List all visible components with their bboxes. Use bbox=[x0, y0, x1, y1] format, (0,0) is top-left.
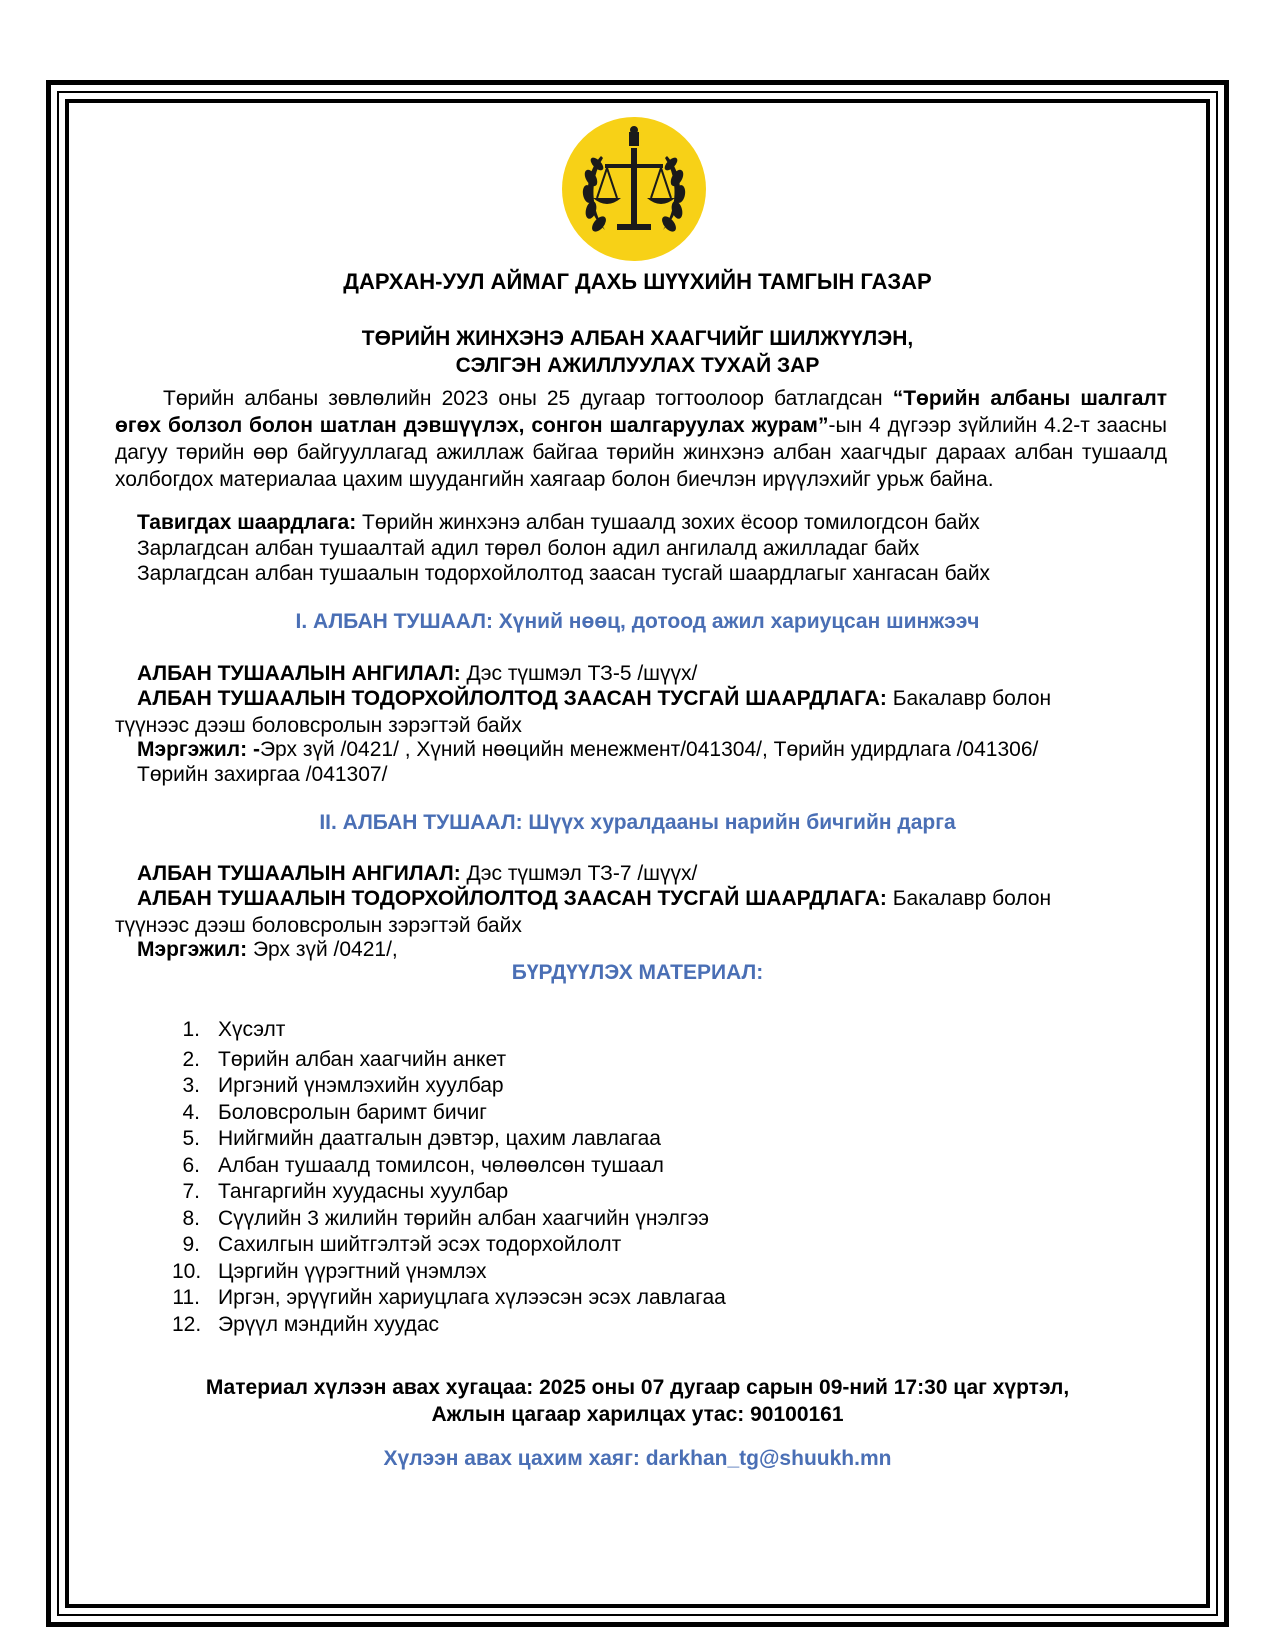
list-item-number: 7. bbox=[182, 1180, 200, 1203]
position1-requirement bbox=[115, 685, 1167, 739]
list-item bbox=[172, 1047, 726, 1074]
list-item-text: Иргэний үнэмлэхийн хуулбар bbox=[218, 1074, 504, 1097]
position1-major-cont: Төрийн захиргаа /041307/ bbox=[137, 763, 388, 786]
list-item-number: 6. bbox=[182, 1153, 200, 1177]
list-item-text: Тангаргийн хуудасны хуулбар bbox=[218, 1180, 509, 1203]
phone-text: Ажлын цагаар харилцах утас: 90100161 bbox=[431, 1403, 844, 1426]
list-item bbox=[172, 1073, 726, 1100]
position2-req-value: Бакалавр болон bbox=[886, 887, 1052, 910]
position2-req-label: АЛБАН ТУШААЛЫН ТОДОРХОЙЛОЛТОД ЗААСАН ТУСГАЙ ШААРДЛАГА: bbox=[137, 887, 887, 910]
position1-class-label: АЛБАН ТУШААЛЫН АНГИЛАЛ: bbox=[137, 662, 461, 685]
position1-major-value: Эрх зүй /0421/ , Хүний нөөцийн менежмент/041304/, Төрийн удирдлага /041306/ bbox=[259, 738, 1039, 761]
position1-major-label: Мэргэжил: - bbox=[137, 738, 260, 761]
position1-major bbox=[137, 736, 1038, 763]
position2-class-value: Дэс түшмэл ТЗ-7 /шүүх/ bbox=[460, 862, 698, 885]
list-item bbox=[172, 1259, 726, 1286]
requirements-label: Тавигдах шаардлага: bbox=[137, 511, 357, 534]
requirements-text-1: Төрийн жинхэнэ албан тушаалд зохих ёсоор томилогдсон байх bbox=[356, 511, 980, 534]
list-item-text: Төрийн албан хаагчийн анкет bbox=[218, 1047, 507, 1071]
court-emblem-icon bbox=[561, 116, 707, 262]
position2-major bbox=[137, 936, 398, 963]
list-item-number: 4. bbox=[182, 1100, 200, 1124]
list-item-number: 5. bbox=[182, 1127, 200, 1150]
requirements-line3: Зарлагдсан албан тушаалын тодорхойлолтод заасан тусгай шаардлагыг хангасан байх bbox=[137, 562, 991, 585]
notice-title bbox=[0, 325, 1275, 379]
list-item-number: 1. bbox=[182, 1018, 200, 1041]
intro-regulation-name: “Төрийн албаны шалгалт өгөх болзол болон шатлан дэвшүүлэх, сонгон шалгаруулах журам” bbox=[115, 387, 1167, 437]
position1-req-value: Бакалавр болон bbox=[886, 687, 1052, 710]
position1-heading bbox=[0, 610, 1275, 634]
position2-req-value2: түүнээс дээш боловсролын зэрэгтэй байх bbox=[115, 914, 522, 937]
position2-heading-value: Шүүх хуралдааны нарийн бичгийн дарга bbox=[522, 811, 956, 834]
materials-heading-text: БҮРДҮҮЛЭХ МАТЕРИАЛ: bbox=[511, 961, 764, 984]
position2-class bbox=[137, 860, 697, 887]
position1-req-value2: түүнээс дээш боловсролын зэрэгтэй байх bbox=[115, 714, 522, 737]
position1-class-value: Дэс түшмэл ТЗ-5 /шүүх/ bbox=[460, 662, 698, 685]
list-item-number: 2. bbox=[182, 1047, 200, 1071]
list-item bbox=[172, 1285, 726, 1312]
list-item bbox=[172, 1312, 726, 1339]
list-item-text: Боловсролын баримт бичиг bbox=[218, 1100, 487, 1124]
list-item-text: Албан тушаалд томилсон, чөлөөлсөн тушаал bbox=[218, 1153, 664, 1177]
position1-class bbox=[137, 660, 697, 687]
list-item-text: Иргэн, эрүүгийн хариуцлага хүлээсэн эсэх лавлагаа bbox=[218, 1286, 726, 1309]
position2-major-value: Эрх зүй /0421/, bbox=[247, 938, 398, 961]
list-item-text: Цэргийн үүрэгтний үнэмлэх bbox=[218, 1259, 487, 1283]
deadline-block bbox=[0, 1374, 1275, 1428]
intro-paragraph bbox=[115, 385, 1167, 493]
requirements-line1 bbox=[137, 509, 980, 536]
position2-heading bbox=[0, 811, 1275, 835]
intro-text-1: Төрийн албаны зөвлөлийн 2023 оны 25 дугаар тогтоолоор батлагдсан bbox=[163, 387, 893, 410]
list-item-text: Эрүүл мэндийн хуудас bbox=[218, 1312, 439, 1336]
materials-heading bbox=[0, 961, 1275, 985]
list-item bbox=[172, 1017, 726, 1044]
position2-class-label: АЛБАН ТУШААЛЫН АНГИЛАЛ: bbox=[137, 862, 461, 885]
list-item-text: Сахилгын шийтгэлтэй эсэх тодорхойлолт bbox=[218, 1233, 622, 1256]
list-item-text: Нийгмийн даатгалын дэвтэр, цахим лавлагаа bbox=[218, 1127, 661, 1150]
list-item bbox=[172, 1206, 726, 1233]
list-item bbox=[172, 1126, 726, 1153]
list-item-number: 12. bbox=[172, 1312, 202, 1336]
notice-title-line1: ТӨРИЙН ЖИНХЭНЭ АЛБАН ХААГЧИЙГ ШИЛЖҮҮЛЭН, bbox=[361, 327, 914, 350]
list-item-number: 10. bbox=[172, 1259, 202, 1283]
requirements-line2: Зарлагдсан албан тушаалтай адил төрөл болон адил ангилалд ажилладаг байх bbox=[137, 537, 920, 560]
email-line bbox=[0, 1447, 1275, 1471]
position2-major-label: Мэргэжил: bbox=[137, 938, 248, 961]
position1-heading-label: I. АЛБАН ТУШААЛ: bbox=[295, 610, 493, 633]
deadline-text: Материал хүлээн авах хугацаа: 2025 оны 07 дугаар сарын 09-ний 17:30 цаг хүртэл, bbox=[205, 1376, 1070, 1399]
list-item-number: 3. bbox=[182, 1074, 200, 1097]
list-item-number: 8. bbox=[182, 1206, 200, 1230]
position2-heading-label: II. АЛБАН ТУШААЛ: bbox=[319, 811, 523, 834]
notice-title-line2: СЭЛГЭН АЖИЛЛУУЛАХ ТУХАЙ ЗАР bbox=[455, 354, 820, 377]
position2-requirement bbox=[115, 885, 1167, 939]
materials-list bbox=[172, 1017, 726, 1338]
list-item-text: Сүүлийн 3 жилийн төрийн албан хаагчийн үнэлгээ bbox=[218, 1206, 710, 1230]
list-item-number: 9. bbox=[182, 1233, 200, 1256]
list-item bbox=[172, 1100, 726, 1127]
list-item bbox=[172, 1179, 726, 1206]
list-item-text: Хүсэлт bbox=[218, 1018, 286, 1041]
intro-text-2: -ын 4 дүгээр зүйлийн 4.2-т заасны дагуу төрийн өөр байгууллагад ажиллаж байгаа төрийн жинхэнэ албан хаагчдыг дараах албан тушаалд холбогдох материалаа цахим шуудангийн хаягаар болон биечлэн ирүүлэхийг урьж байна. bbox=[115, 414, 1167, 491]
list-item-number: 11. bbox=[172, 1286, 200, 1309]
position1-heading-value: Хүний нөөц, дотоод ажил хариуцсан шинжээч bbox=[492, 610, 980, 633]
list-item bbox=[172, 1232, 726, 1259]
email-text: Хүлээн авах цахим хаяг: darkhan_tg@shuukh.mn bbox=[383, 1447, 892, 1470]
position1-req-label: АЛБАН ТУШААЛЫН ТОДОРХОЙЛОЛТОД ЗААСАН ТУСГАЙ ШААРДЛАГА: bbox=[137, 687, 887, 710]
organization-title: ДАРХАН-УУЛ АЙМАГ ДАХЬ ШҮҮХИЙН ТАМГЫН ГАЗАР bbox=[343, 269, 932, 294]
list-item bbox=[172, 1153, 726, 1180]
